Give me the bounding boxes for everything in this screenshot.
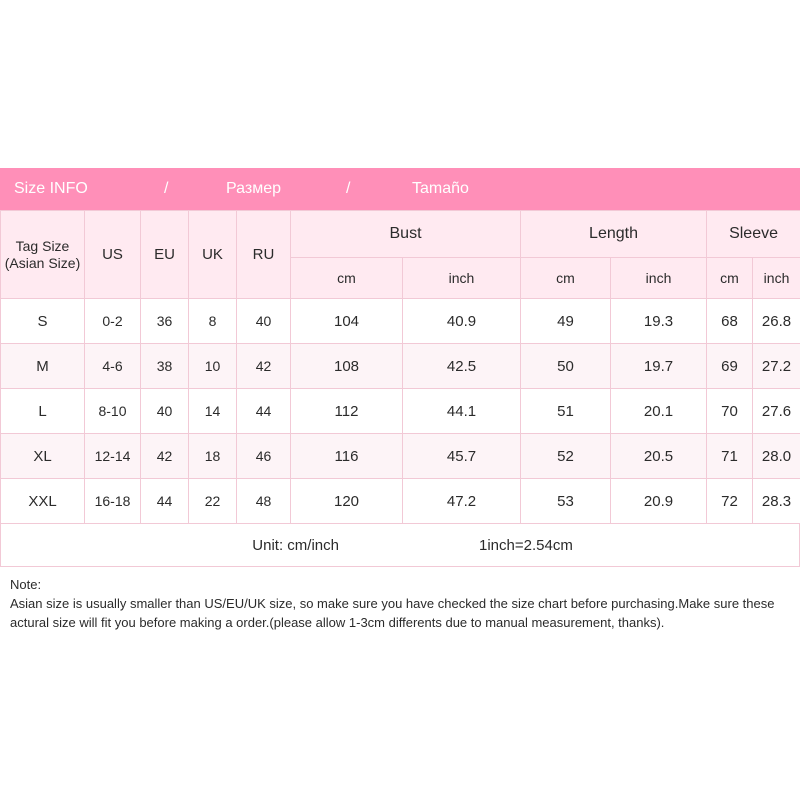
cell-sleeve-cm: 71 bbox=[707, 434, 753, 479]
cell-bust-cm: 104 bbox=[291, 299, 403, 344]
cell-tag-size: XL bbox=[1, 434, 85, 479]
cell-length-inch: 20.5 bbox=[611, 434, 707, 479]
column-header-ru: RU bbox=[237, 211, 291, 299]
cell-uk: 10 bbox=[189, 344, 237, 389]
cell-sleeve-cm: 70 bbox=[707, 389, 753, 434]
column-group-sleeve: Sleeve bbox=[707, 211, 800, 258]
table-row bbox=[1, 479, 800, 524]
cell-length-inch: 20.1 bbox=[611, 389, 707, 434]
cell-eu: 38 bbox=[141, 344, 189, 389]
table-row bbox=[1, 389, 800, 434]
cell-sleeve-inch: 27.6 bbox=[753, 389, 800, 434]
cell-length-cm: 53 bbox=[521, 479, 611, 524]
size-chart bbox=[0, 168, 800, 644]
unit-header-sleeve-cm: cm bbox=[707, 258, 753, 299]
cell-eu: 36 bbox=[141, 299, 189, 344]
size-info-label: Size INFO bbox=[14, 180, 88, 197]
column-header-uk: UK bbox=[189, 211, 237, 299]
cell-length-cm: 52 bbox=[521, 434, 611, 479]
cell-sleeve-cm: 68 bbox=[707, 299, 753, 344]
cell-eu: 40 bbox=[141, 389, 189, 434]
cell-tag-size: L bbox=[1, 389, 85, 434]
size-table bbox=[0, 210, 800, 524]
table-body bbox=[1, 299, 800, 524]
separator-slash-1: / bbox=[164, 180, 169, 197]
cell-sleeve-cm: 72 bbox=[707, 479, 753, 524]
column-group-length: Length bbox=[521, 211, 707, 258]
column-header-us: US bbox=[85, 211, 141, 299]
cell-bust-cm: 112 bbox=[291, 389, 403, 434]
note-label: Note: bbox=[10, 577, 42, 592]
cell-length-inch: 20.9 bbox=[611, 479, 707, 524]
cell-length-cm: 49 bbox=[521, 299, 611, 344]
cell-bust-inch: 42.5 bbox=[403, 344, 521, 389]
separator-slash-2: / bbox=[346, 180, 351, 197]
size-info-label-ru: Размер bbox=[226, 180, 281, 197]
cell-bust-cm: 108 bbox=[291, 344, 403, 389]
cell-sleeve-cm: 69 bbox=[707, 344, 753, 389]
cell-length-cm: 50 bbox=[521, 344, 611, 389]
cell-eu: 44 bbox=[141, 479, 189, 524]
unit-header-bust-cm: cm bbox=[291, 258, 403, 299]
column-header-eu: EU bbox=[141, 211, 189, 299]
table-row bbox=[1, 344, 800, 389]
size-info-band bbox=[0, 168, 800, 210]
cell-us: 8-10 bbox=[85, 389, 141, 434]
cell-ru: 40 bbox=[237, 299, 291, 344]
unit-header-bust-inch: inch bbox=[403, 258, 521, 299]
cell-uk: 8 bbox=[189, 299, 237, 344]
unit-header-sleeve-inch: inch bbox=[753, 258, 800, 299]
cell-ru: 42 bbox=[237, 344, 291, 389]
table-row bbox=[1, 434, 800, 479]
size-info-label-es: Tamaño bbox=[412, 180, 469, 197]
unit-text: Unit: cm/inch bbox=[252, 536, 339, 554]
cell-us: 4-6 bbox=[85, 344, 141, 389]
cell-ru: 46 bbox=[237, 434, 291, 479]
cell-length-cm: 51 bbox=[521, 389, 611, 434]
cell-sleeve-inch: 28.3 bbox=[753, 479, 800, 524]
cell-us: 12-14 bbox=[85, 434, 141, 479]
note-block bbox=[0, 567, 800, 644]
unit-header-length-cm: cm bbox=[521, 258, 611, 299]
cell-us: 0-2 bbox=[85, 299, 141, 344]
cell-ru: 44 bbox=[237, 389, 291, 434]
table-header-group-row bbox=[1, 211, 800, 258]
unit-footer-row bbox=[0, 524, 800, 567]
cell-sleeve-inch: 26.8 bbox=[753, 299, 800, 344]
table-row bbox=[1, 299, 800, 344]
cell-tag-size: M bbox=[1, 344, 85, 389]
cell-bust-inch: 47.2 bbox=[403, 479, 521, 524]
cell-length-inch: 19.7 bbox=[611, 344, 707, 389]
cell-ru: 48 bbox=[237, 479, 291, 524]
note-body: Asian size is usually smaller than US/EU/UK size, so make sure you have checked the size chart before purchasing.Make sure these actural size will fit you before making a order.(please allow 1-3cm differents due to manual measurement, thanks). bbox=[10, 596, 775, 630]
cell-uk: 14 bbox=[189, 389, 237, 434]
tag-size-line-1: Tag Size bbox=[15, 237, 70, 254]
cell-uk: 18 bbox=[189, 434, 237, 479]
cell-eu: 42 bbox=[141, 434, 189, 479]
cell-length-inch: 19.3 bbox=[611, 299, 707, 344]
column-group-bust: Bust bbox=[291, 211, 521, 258]
cell-tag-size: S bbox=[1, 299, 85, 344]
cell-bust-inch: 40.9 bbox=[403, 299, 521, 344]
unit-header-length-inch: inch bbox=[611, 258, 707, 299]
cell-bust-cm: 116 bbox=[291, 434, 403, 479]
cell-tag-size: XXL bbox=[1, 479, 85, 524]
cell-us: 16-18 bbox=[85, 479, 141, 524]
cell-bust-inch: 45.7 bbox=[403, 434, 521, 479]
cell-sleeve-inch: 28.0 bbox=[753, 434, 800, 479]
cell-uk: 22 bbox=[189, 479, 237, 524]
cell-bust-inch: 44.1 bbox=[403, 389, 521, 434]
tag-size-line-2: (Asian Size) bbox=[4, 254, 81, 271]
conversion-text: 1inch=2.54cm bbox=[479, 536, 573, 554]
cell-bust-cm: 120 bbox=[291, 479, 403, 524]
cell-sleeve-inch: 27.2 bbox=[753, 344, 800, 389]
column-header-tag-size bbox=[1, 211, 85, 299]
